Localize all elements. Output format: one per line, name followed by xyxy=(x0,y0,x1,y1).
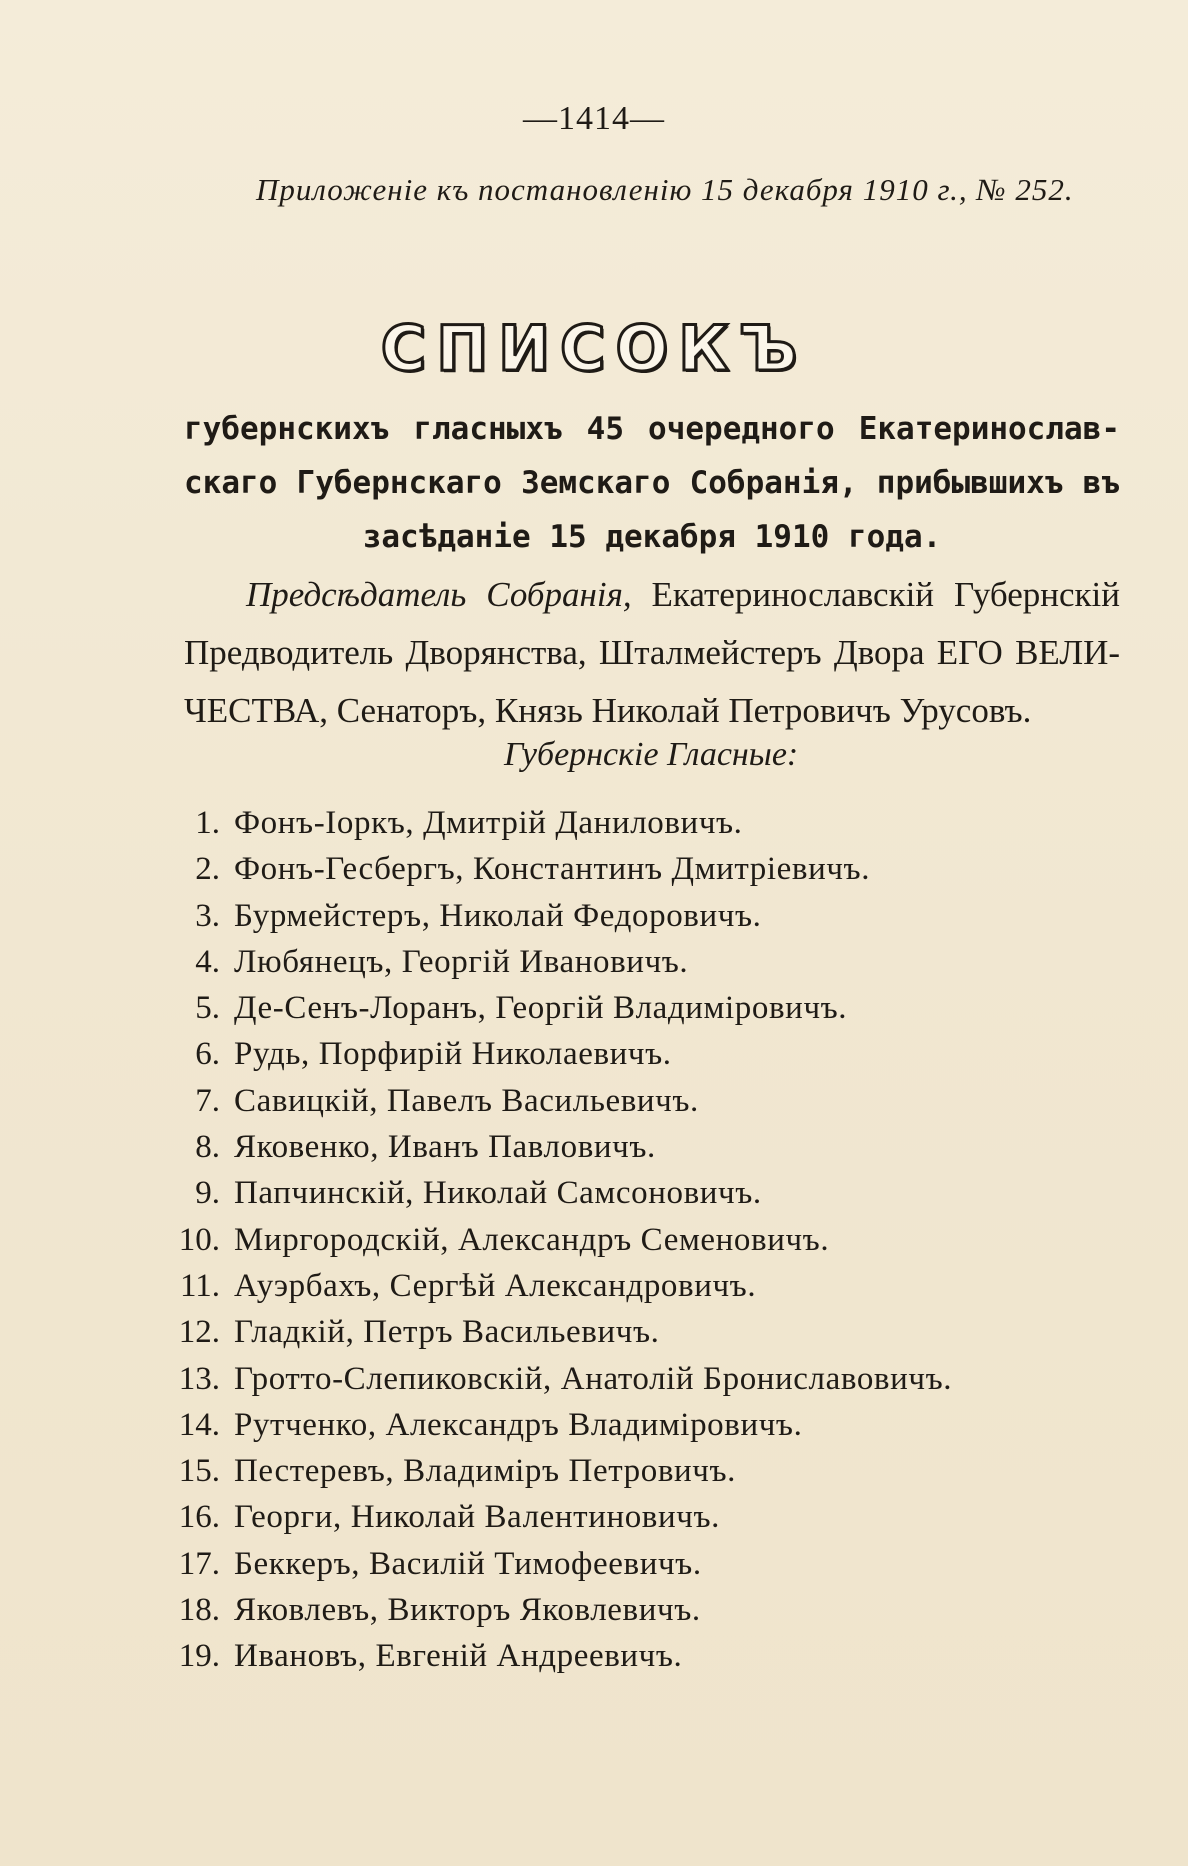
list-item xyxy=(160,800,1080,846)
list-item xyxy=(160,1263,1080,1309)
list-item xyxy=(160,1587,1080,1633)
list-item xyxy=(160,1633,1080,1679)
member-number: 14. xyxy=(178,1406,220,1443)
chairman-line-2: Предводитель Дворянства, Шталмейстеръ Двора ЕГО ВЕЛИ- xyxy=(184,633,1120,672)
member-name: Фонъ-Іоркъ, Дмитрій Даниловичъ. xyxy=(234,805,743,841)
member-name: Папчинскій, Николай Самсоновичъ. xyxy=(234,1175,762,1212)
member-number: 10. xyxy=(178,1221,220,1258)
member-name: Георги, Николай Валентиновичъ. xyxy=(234,1499,720,1536)
member-name: Ауэрбахъ, Сергѣй Александровичъ. xyxy=(234,1267,757,1304)
document-subtitle xyxy=(184,402,1120,564)
member-name: Пестеревъ, Владиміръ Петровичъ. xyxy=(234,1453,736,1490)
appendix-note: Приложеніе къ постановленію 15 декабря 1910 г., № 252. xyxy=(256,172,1074,207)
list-item xyxy=(160,1078,1080,1124)
member-number: 17. xyxy=(178,1545,220,1582)
subtitle-line-1: губернскихъ гласныхъ 45 очередного Екатеринослав- xyxy=(184,411,1120,447)
member-name: Беккеръ, Василій Тимофеевичъ. xyxy=(234,1545,702,1582)
member-name: Рудь, Порфирій Николаевичъ. xyxy=(234,1036,672,1073)
subtitle-line-2: скаго Губернскаго Земскаго Собранія, прибывшихъ въ xyxy=(184,465,1120,501)
member-number: 12. xyxy=(178,1314,220,1351)
chairman-paragraph xyxy=(184,566,1120,740)
member-name: Миргородскій, Александръ Семеновичъ. xyxy=(234,1221,830,1258)
member-number: 6. xyxy=(195,1036,220,1073)
member-name: Яковенко, Иванъ Павловичъ. xyxy=(234,1129,656,1166)
member-number: 19. xyxy=(178,1638,220,1675)
list-item xyxy=(160,939,1080,985)
member-number: 1. xyxy=(195,805,220,841)
list-item xyxy=(160,893,1080,939)
chairman-role: Предсѣдатель Собранія, xyxy=(246,575,632,614)
member-number: 3. xyxy=(195,897,220,934)
member-name: Яковлевъ, Викторъ Яковлевичъ. xyxy=(234,1592,701,1629)
chairman-line-1 xyxy=(184,566,1120,624)
member-number: 5. xyxy=(195,990,220,1027)
list-item xyxy=(160,1031,1080,1077)
member-name: Бурмейстеръ, Николай Федоровичъ. xyxy=(234,897,762,934)
list-item xyxy=(160,1170,1080,1216)
page-number: —1414— xyxy=(523,100,665,137)
list-item xyxy=(160,846,1080,892)
member-name: Любянецъ, Георгій Ивановичъ. xyxy=(234,943,689,980)
list-item xyxy=(160,1494,1080,1540)
members-list xyxy=(160,800,1080,1680)
member-number: 16. xyxy=(178,1499,220,1536)
list-item xyxy=(160,1356,1080,1402)
member-number: 13. xyxy=(178,1360,220,1397)
list-item xyxy=(160,1402,1080,1448)
member-number: 8. xyxy=(195,1129,220,1166)
list-item xyxy=(160,1309,1080,1355)
list-item xyxy=(160,1541,1080,1587)
member-number: 18. xyxy=(178,1592,220,1629)
member-number: 7. xyxy=(195,1082,220,1119)
document-title: СПИСОКЪ xyxy=(380,312,808,385)
member-number: 4. xyxy=(195,943,220,980)
list-item xyxy=(160,1124,1080,1170)
member-name: Гротто-Слепиковскій, Анатолій Брониславовичъ. xyxy=(234,1360,953,1397)
member-name: Рутченко, Александръ Владиміровичъ. xyxy=(234,1406,803,1443)
list-item xyxy=(160,1448,1080,1494)
member-number: 2. xyxy=(195,851,220,888)
list-item xyxy=(160,985,1080,1031)
member-number: 9. xyxy=(195,1175,220,1212)
chairman-line-3: ЧЕСТВА, Сенаторъ, Князь Николай Петровичъ Урусовъ. xyxy=(184,691,1032,730)
member-name: Савицкій, Павелъ Васильевичъ. xyxy=(234,1082,699,1119)
chairman-line-1-rest: Екатеринославскій Губернскій xyxy=(651,575,1120,614)
member-name: Ивановъ, Евгеній Андреевичъ. xyxy=(234,1638,683,1675)
subtitle-line-3: засѣданіе 15 декабря 1910 года. xyxy=(362,519,942,555)
member-name: Де-Сенъ-Лоранъ, Георгій Владиміровичъ. xyxy=(234,990,848,1027)
list-item xyxy=(160,1217,1080,1263)
member-name: Фонъ-Гесбергъ, Константинъ Дмитріевичъ. xyxy=(234,851,871,888)
member-number: 15. xyxy=(178,1453,220,1490)
section-title: Губернскіе Гласные: xyxy=(504,736,799,773)
member-number: 11. xyxy=(179,1267,220,1304)
member-name: Гладкій, Петръ Васильевичъ. xyxy=(234,1314,660,1351)
